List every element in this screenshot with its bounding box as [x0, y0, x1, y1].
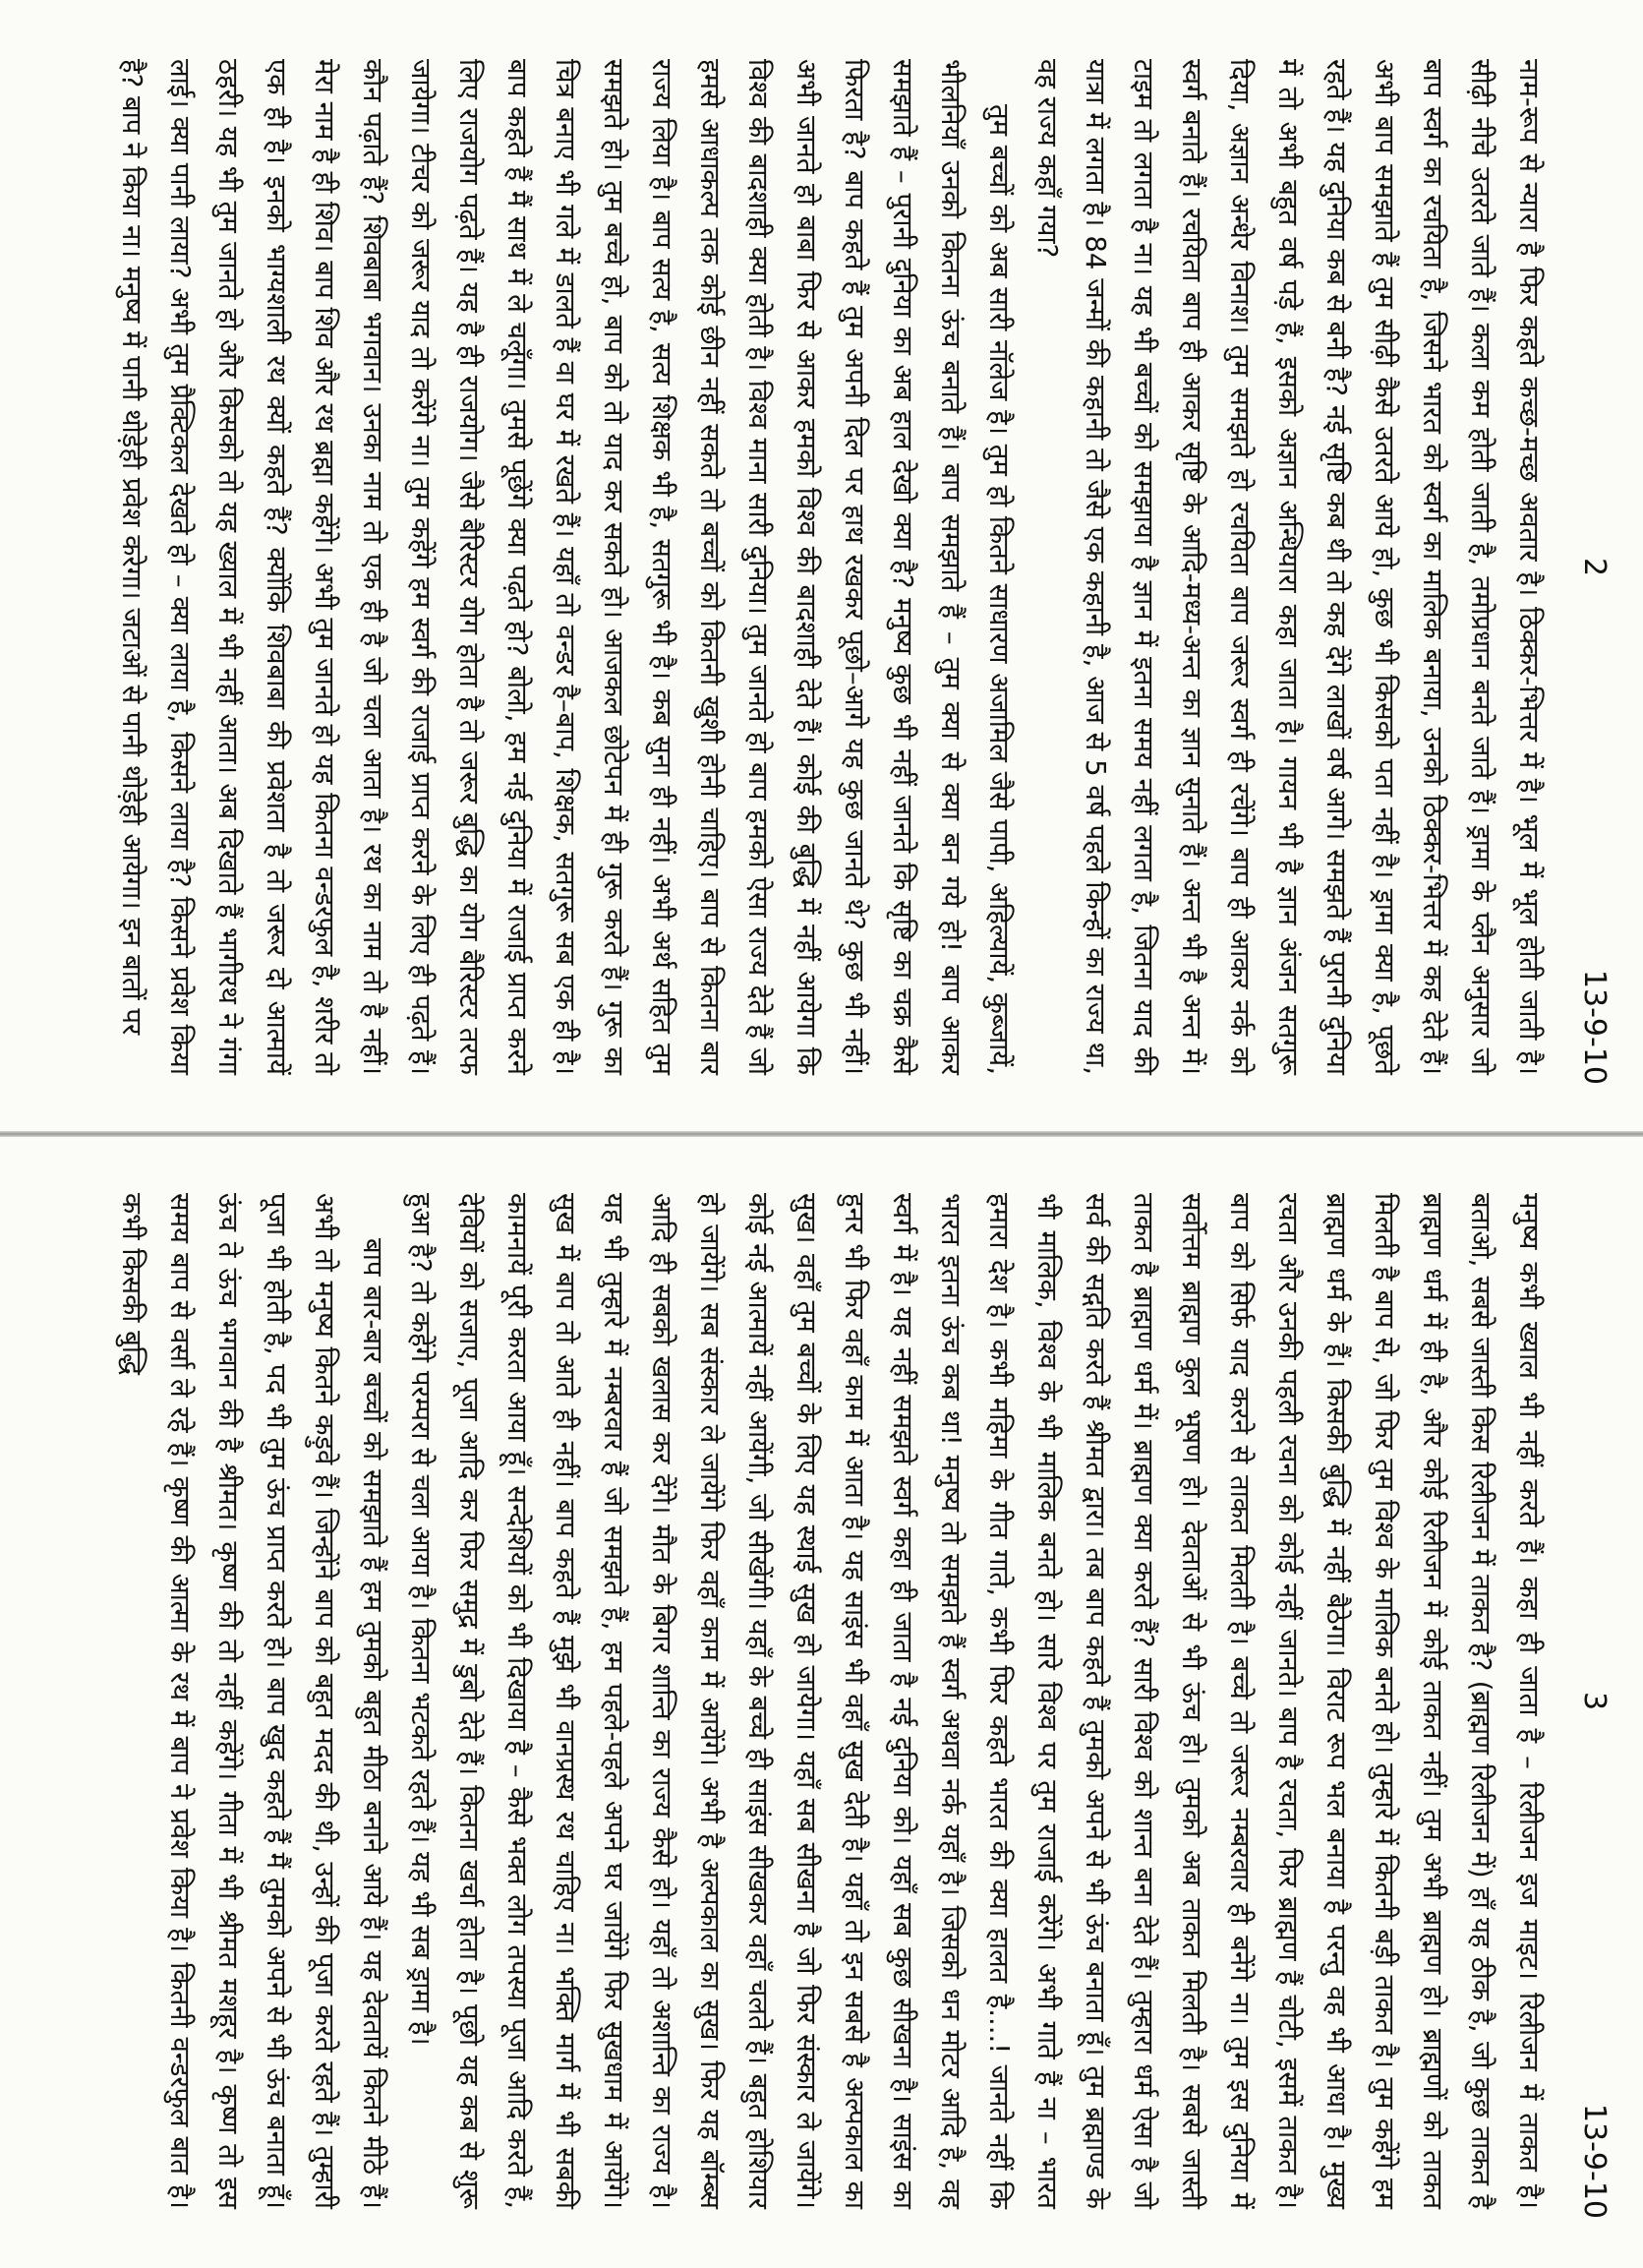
paragraph: बाप बार-बार बच्चों को समझाते हैं हम तुमको बहुत मीठा बनाने आये हैं। यह देवतायें कितने मीठे हैं। अभी तो मनुष्य कितने कड़ुवे हैं। जिन्होंने बाप को बहुत मदद की थी, उन्हों की पूजा करते रहते हैं। तुम्हारी पूजा भी होती है, पद भी तुम ऊंच प्राप्त करते हो। बाप खुद कहते हैं मैं तुमको अपने से भी ऊंच बनाता हूँ। ऊंच ते ऊंच भगवान की है श्रीमत। कृष्ण की तो नहीं कहेंगे। गीता में भी श्रीमत मशहूर है। कृष्ण तो इस समय बाप से वर्सा ले रहे हैं। कृष्ण की आत्मा के रथ में बाप ने प्रवेश किया है। कितनी वन्डरफुल बात है। कभी किसकी बुद्धि [116, 1193, 388, 2209]
right-page [0, 1134, 1643, 2268]
page-body [39, 59, 1553, 1075]
page-number: 2 [1577, 557, 1612, 577]
page-body [39, 1193, 1553, 2209]
page-number: 3 [1577, 1691, 1612, 1711]
paragraph: मनुष्य कभी ख्याल भी नहीं करते हैं। कहा ही जाता है – रिलीजन इज माइट। रिलीजन में ताकत है। बताओ, सबसे जास्ती किस रिलीजन में ताकत है? (ब्राह्मण रिलीजन में) हाँ यह ठीक है, जो कुछ ताकत है ब्राह्मण धर्म में ही है, और कोई रिलीजन में कोई ताकत नहीं। तुम अभी ब्राह्मण हो। ब्राह्मणों को ताकत मिलती है बाप से, जो फिर तुम विश्व के मालिक बनते हो। तुम्हारे में कितनी बड़ी ताकत है। तुम कहेंगे हम ब्राह्मण धर्म के हैं। किसकी बुद्धि में नहीं बैठेगा। विराट रूप भल बनाया है परन्तु वह भी आधा है। मुख्य रचता और उनकी पहली रचना को कोई नहीं जानते। बाप है रचता, फिर ब्राह्मण हैं चोटी, इसमें ताकत है। बाप को सिर्फ याद करने से ताकत मिलती है। बच्चे तो जरूर नम्बरवार ही बनेंगे ना। तुम इस दुनिया में सर्वोत्तम ब्राह्मण कुल भूषण हो। देवताओं से भी ऊंच हो। तुमको अब ताकत मिलती है। सबसे जास्ती ताकत है ब्राह्मण धर्म में। ब्राह्मण क्या करते हैं? सारी विश्व को शान्त बना देते हैं। तुम्हारा धर्म ऐसा है जो सर्व की सद्गति करते हैं श्रीमत द्वारा। तब बाप कहते हैं तुमको अपने से भी ऊंच बनाता हूँ। तुम ब्रह्माण्ड के भी मालिक, विश्व के भी मालिक बनते हो। सारे विश्व पर तुम राजाई करेंगे। अभी गाते हैं ना – भारत हमारा देश है। कभी महिमा के गीत गाते, कभी फिर कहते भारत की क्या हालत है....! जानते नहीं कि भारत इतना ऊंच कब था! मनुष्य तो समझते हैं स्वर्ग अथवा नर्क यहाँ है। जिसको धन मोटर आदि है, वह स्वर्ग में है। यह नहीं समझते स्वर्ग कहा ही जाता है नई दुनिया को। यहाँ सब कुछ सीखना है। साइंस का हुनर भी फिर वहाँ काम में आता है। यह साइंस भी वहाँ सुख देती है। यहाँ तो इन सबसे है अल्पकाल का सुख। वहाँ तुम बच्चों के लिए यह स्थाई सुख हो जायेगा। यहाँ सब सीखना है जो फिर संस्कार ले जायेंगे। कोई नई आत्मायें नहीं आयेंगी, जो सीखेंगी। यहाँ के बच्चे ही साइंस सीखकर वहाँ चलते हैं। बहुत होशियार हो जायेंगे। सब संस्कार ले जायेंगे फिर वहाँ काम में आयेंगे। अभी है अल्पकाल का सुख। फिर यह बॉम्ब्स आदि ही सबको खलास कर देंगे। मौत के बिगर शान्ति का राज्य कैसे हो। यहाँ तो अशान्ति का राज्य है। यह भी तुम्हारे में नम्बरवार हैं जो समझते हैं, हम पहले-पहले अपने घर जायेंगे फिर सुखधाम में आयेंगे। सुख में बाप तो आते ही नहीं। बाप कहते हैं मुझे भी वानप्रस्थ रथ चाहिए ना। भक्ति मार्ग में भी सबकी कामनायें पूरी करता आया हूँ। सन्देशियों को भी दिखाया है – कैसे भक्त लोग तपस्या पूजा आदि करते हैं, देवियों को सजाए, पूजा आदि कर फिर समुद्र में डुबो देते हैं। कितना खर्चा होता है। पूछो यह कब से शुरू हुआ है? तो कहेंगे परम्परा से चला आया है। कितना भटकते रहते हैं। यह भी सब ड्रामा है। [405, 1193, 1545, 2209]
paragraph: तुम बच्चों को अब सारी नॉलेज है। तुम हो कितने साधारण अजामिल जैसे पापी, अहिल्यायें, कुब्जायें, भीलनियाँ उनको कितना ऊंच बनाते हैं। बाप समझाते हैं – तुम क्या से क्या बन गये हो! बाप आकर समझाते हैं – पुरानी दुनिया का अब हाल देखो क्या है? मनुष्य कुछ भी नहीं जानते कि सृष्टि का चक्र कैसे फिरता है? बाप कहते हैं तुम अपनी दिल पर हाथ रखकर पूछो–आगे यह कुछ जानते थे? कुछ भी नहीं। अभी जानते हो बाबा फिर से आकर हमको विश्व की बादशाही देते हैं। कोई की बुद्धि में नहीं आयेगा कि विश्व की बादशाही क्या होती है। विश्व माना सारी दुनिया। तुम जानते हो बाप हमको ऐसा राज्य देते हैं जो हमसे आधाकल्प तक कोई छीन नहीं सकते तो बच्चों को कितनी खुशी होनी चाहिए। बाप से कितना बार राज्य लिया है। बाप सत्य है, सत्य शिक्षक भी है, सतगुरू भी है। कब सुना ही नहीं। अभी अर्थ सहित तुम समझते हो। तुम बच्चे हो, बाप को तो याद कर सकते हो। आजकल छोटेपन में ही गुरू करते हैं। गुरू का चित्र बनाए भी गले में डालते हैं वा घर में रखते हैं। यहाँ तो वन्डर है–बाप, शिक्षक, सतगुरू सब एक ही है। बाप कहते हैं मैं साथ में ले चलूँगा। तुमसे पूछेंगे क्या पढ़ते हो? बोलो, हम नई दुनिया में राजाई प्राप्त करने लिए राजयोग पढ़ते हैं। यह है ही राजयोग। जैसे बैरिस्टर योग होता है तो जरूर बुद्धि का योग बैरिस्टर तरफ जायेगा। टीचर को जरूर याद तो करेंगे ना। तुम कहेंगे हम स्वर्ग की राजाई प्राप्त करने के लिए ही पढ़ते हैं। कौन पढ़ाते हैं? शिवबाबा भगवान। उनका नाम तो एक ही है जो चला आता है। रथ का नाम तो है नहीं। मेरा नाम है ही शिव। बाप शिव और रथ ब्रह्मा कहेंगे। अभी तुम जानते हो यह कितना वन्डरफुल है, शरीर तो एक ही है। इनको भाग्यशाली रथ क्यों कहते हैं? क्योंकि शिवबाबा की प्रवेशता है तो जरूर दो आत्मायें ठहरी। यह भी तुम जानते हो और किसको तो यह ख्याल में भी नहीं आता। अब दिखाते हैं भागीरथ ने गंगा लाई। क्या पानी लाया? अभी तुम प्रैक्टिकल देखते हो – क्या लाया है, किसने लाया है? किसने प्रवेश किया है? बाप ने किया ना। मनुष्य में पानी थोड़ेही प्रवेश करेगा। जटाओं से पानी थोड़ेही आयेगा। इन बातों पर [116, 59, 1015, 1075]
page-date: 13-9-10 [1577, 2103, 1612, 2219]
page-date: 13-9-10 [1577, 969, 1612, 1085]
paragraph: नाम-रूप से न्यारा है फिर कहते कच्छ-मच्छ अवतार है। ठिक्कर-भित्तर में है। भूल में भूल होती जाती है। सीढ़ी नीचे उतरते जाते हैं। कला कम होती जाती है, तमोप्रधान बनते जाते हैं। ड्रामा के प्लैन अनुसार जो बाप स्वर्ग का रचयिता है, जिसने भारत को स्वर्ग का मालिक बनाया, उनको ठिक्कर-भित्तर में कह देते हैं। अभी बाप समझाते हैं तुम सीढ़ी कैसे उतरते आये हो, कुछ भी किसको पता नहीं है। ड्रामा क्या है, पूछते रहते हैं। यह दुनिया कब से बनी है? नई सृष्टि कब थी तो कह देंगे लाखों वर्ष आगे। समझते हैं पुरानी दुनिया में तो अभी बहुत वर्ष पड़े हैं, इसको अज्ञान अन्धियारा कहा जाता है। गायन भी है ज्ञान अंजन सतगुरू दिया, अज्ञान अन्धेर विनाश। तुम समझते हो रचयिता बाप जरूर स्वर्ग ही रचेंगे। बाप ही आकर नर्क को स्वर्ग बनाते हैं। रचयिता बाप ही आकर सृष्टि के आदि-मध्य-अन्त का ज्ञान सुनाते हैं। अन्त भी है अन्त में। टाइम तो लगता है ना। यह भी बच्चों को समझाया है ज्ञान में इतना समय नहीं लगता है, जितना याद की यात्रा में लगता है। 84 जन्मों की कहानी तो जैसे एक कहानी है, आज से 5 वर्ष पहले किन्हों का राज्य था, वह राज्य कहाँ गया? [1031, 59, 1545, 1075]
